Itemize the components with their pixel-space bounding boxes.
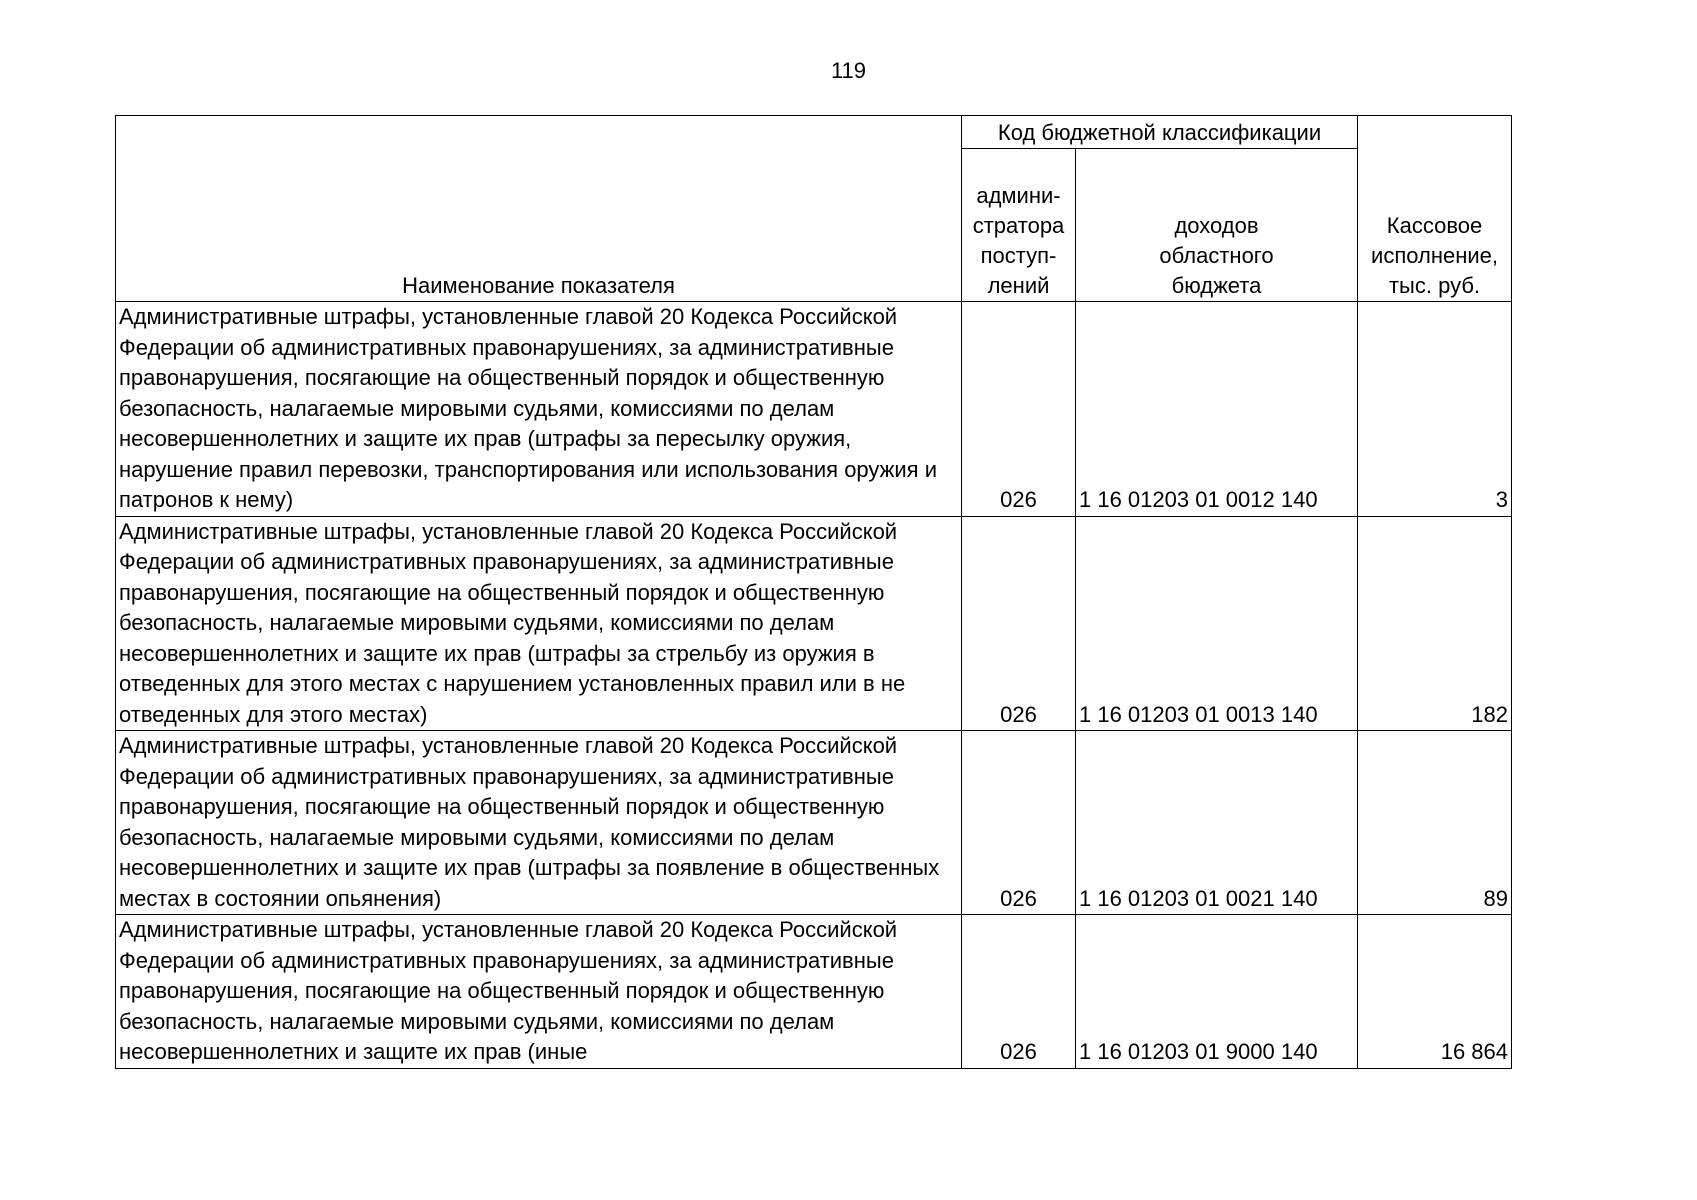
table-row: [116, 915, 1512, 1069]
row-cash-total: 3: [1358, 302, 1512, 517]
row-revenue-code: 1 16 01203 01 0013 140: [1076, 516, 1358, 731]
row-cash-total: 16 864: [1358, 915, 1512, 1069]
header-revenue-line-2: областного: [1159, 243, 1274, 268]
header-regional-revenue: [1076, 149, 1358, 302]
page-number: 119: [830, 58, 867, 83]
header-admin-line-2: стратора: [972, 213, 1065, 238]
header-total-line-1: Кассовое: [1386, 213, 1483, 238]
row-admin-code: 026: [962, 915, 1076, 1069]
header-admin-line-1: админи-: [976, 183, 1061, 208]
row-admin-code: 026: [962, 302, 1076, 517]
row-cash-total: 89: [1358, 731, 1512, 915]
header-admin-line-3: поступ-: [980, 243, 1057, 268]
header-total-line-2: исполнение,: [1371, 243, 1498, 268]
row-cash-total: 182: [1358, 516, 1512, 731]
table-row: [116, 302, 1512, 517]
row-indicator-name: Административные штрафы, установленные главой 20 Кодекса Российской Федерации об административных правонарушениях, за административные правонарушения, посягающие на общественный порядок и общественную безопасность, налагаемые мировыми судьями, комиссиями по делам несовершеннолетних и защите их прав (иные: [116, 915, 962, 1069]
header-administrator: [962, 149, 1076, 302]
table-row: [116, 516, 1512, 731]
header-admin-line-4: лений: [987, 273, 1050, 298]
row-revenue-code: 1 16 01203 01 0021 140: [1076, 731, 1358, 915]
header-cash-execution: [1358, 116, 1512, 302]
header-budget-classification-code: Код бюджетной классификации: [962, 116, 1358, 149]
row-revenue-code: 1 16 01203 01 9000 140: [1076, 915, 1358, 1069]
row-indicator-name: Административные штрафы, установленные главой 20 Кодекса Российской Федерации об административных правонарушениях, за административные правонарушения, посягающие на общественный порядок и общественную безопасность, налагаемые мировыми судьями, комиссиями по делам несовершеннолетних и защите их прав (штрафы за пересылку оружия, нарушение правил перевозки, транспортирования или использования оружия и патронов к нему): [116, 302, 962, 517]
row-revenue-code: 1 16 01203 01 0012 140: [1076, 302, 1358, 517]
header-total-line-3: тыс. руб.: [1388, 273, 1481, 298]
header-revenue-line-1: доходов: [1174, 213, 1259, 238]
budget-revenue-table: [115, 115, 1512, 1069]
row-indicator-name: Административные штрафы, установленные главой 20 Кодекса Российской Федерации об административных правонарушениях, за административные правонарушения, посягающие на общественный порядок и общественную безопасность, налагаемые мировыми судьями, комиссиями по делам несовершеннолетних и защите их прав (штрафы за появление в общественных местах в состоянии опьянения): [116, 731, 962, 915]
table-row: [116, 731, 1512, 915]
header-revenue-line-3: бюджета: [1171, 273, 1262, 298]
row-admin-code: 026: [962, 731, 1076, 915]
row-admin-code: 026: [962, 516, 1076, 731]
row-indicator-name: Административные штрафы, установленные главой 20 Кодекса Российской Федерации об административных правонарушениях, за административные правонарушения, посягающие на общественный порядок и общественную безопасность, налагаемые мировыми судьями, комиссиями по делам несовершеннолетних и защите их прав (штрафы за стрельбу из оружия в отведенных для этого местах с нарушением установленных правил или в не отведенных для этого местах): [116, 516, 962, 731]
header-indicator-name: Наименование показателя: [116, 116, 962, 302]
